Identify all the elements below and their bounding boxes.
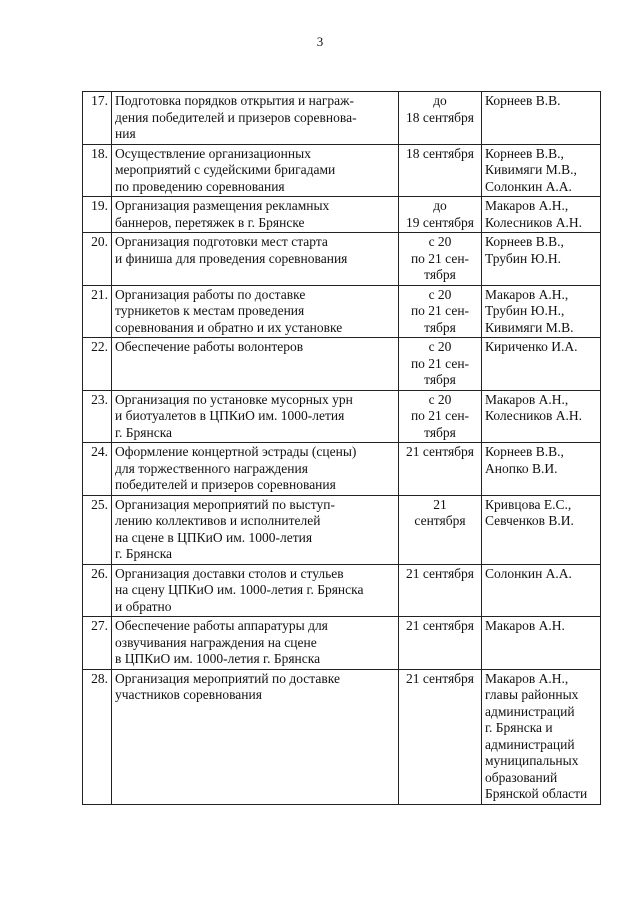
responsible-cell	[482, 233, 601, 286]
responsible-cell-line: главы районных	[485, 687, 579, 702]
date-cell-line: тября	[424, 267, 456, 282]
date-cell	[399, 669, 482, 804]
date-cell-line: тября	[424, 424, 456, 440]
date-cell-line: 18 сентября	[405, 109, 474, 125]
table-row	[83, 390, 601, 443]
task-cell	[112, 338, 399, 391]
responsible-cell-line: Колесников А.Н.	[485, 408, 583, 423]
responsible-cell-line: Трубин Ю.Н.	[485, 250, 561, 266]
task-cell-line: на сцену ЦПКиО им. 1000-летия г. Брянска	[115, 582, 364, 597]
task-cell-line: по проведению соревнования	[115, 178, 285, 194]
responsible-cell-line: Корнеев В.В.,	[485, 234, 564, 249]
table-row	[83, 564, 601, 617]
date-cell-line: по 21 сен-	[410, 303, 470, 318]
task-cell-line: Организация по установке мусорных урн	[115, 391, 353, 407]
responsible-cell-line: Макаров А.Н.,	[485, 286, 569, 302]
date-cell-line: по 21 сен-	[410, 250, 470, 266]
date-cell	[399, 564, 482, 617]
responsible-cell-line: Трубин Ю.Н.,	[485, 303, 565, 318]
date-cell	[399, 144, 482, 197]
table-row	[83, 495, 601, 564]
table-body	[83, 92, 601, 805]
responsible-cell	[482, 144, 601, 197]
responsible-cell	[482, 390, 601, 443]
date-cell-line: 19 сентября	[405, 214, 474, 230]
responsible-cell	[482, 285, 601, 338]
date-cell-line: по 21 сен-	[410, 408, 470, 423]
row-number: 22.	[83, 338, 112, 391]
task-cell-line: Организация размещения рекламных	[115, 198, 330, 213]
responsible-cell	[482, 443, 601, 496]
task-cell-line: Подготовка порядков открытия и награж-	[115, 93, 354, 108]
responsible-cell-line: Солонкин А.А.	[485, 565, 572, 581]
task-cell-line: Осуществление организационных	[115, 145, 311, 161]
responsible-cell	[482, 197, 601, 233]
task-cell-line: и биотуалетов в ЦПКиО им. 1000-летия	[115, 408, 345, 423]
date-cell-line: по 21 сен-	[410, 355, 470, 371]
responsible-cell-line: муниципальных	[485, 753, 579, 768]
responsible-cell-line: Анопко В.И.	[485, 460, 558, 476]
responsible-cell-line: Макаров А.Н.,	[485, 198, 569, 213]
table-row	[83, 92, 601, 145]
task-cell-line: в ЦПКиО им. 1000-летия г. Брянска	[115, 651, 321, 666]
date-cell-line: 21	[433, 496, 447, 512]
date-cell-line: 21 сентября	[405, 670, 474, 686]
date-cell-line: 21 сентября	[405, 444, 474, 459]
date-cell-line: тября	[424, 372, 456, 387]
task-cell-line: Организация работы по доставке	[115, 286, 306, 302]
responsible-cell	[482, 617, 601, 670]
table-row	[83, 338, 601, 391]
row-number: 27.	[83, 617, 112, 670]
responsible-cell-line: Корнеев В.В.,	[485, 444, 564, 459]
task-cell-line: на сцене в ЦПКиО им. 1000-летия	[115, 529, 313, 545]
task-cell-line: Обеспечение работы аппаратуры для	[115, 618, 328, 633]
date-cell	[399, 443, 482, 496]
task-cell	[112, 144, 399, 197]
responsible-cell-line: образований	[485, 769, 558, 785]
task-cell	[112, 495, 399, 564]
responsible-cell-line: Кивимяги М.В.,	[485, 162, 577, 177]
table-row	[83, 617, 601, 670]
task-cell-line: дения победителей и призеров соревнова-	[115, 109, 357, 125]
date-cell-line: с 20	[428, 339, 452, 354]
task-cell-line: и финиша для проведения соревнования	[115, 250, 348, 266]
date-cell	[399, 92, 482, 145]
task-cell-line: для торжественного награждения	[115, 460, 308, 476]
responsible-cell-line: Макаров А.Н.	[485, 618, 565, 633]
task-cell-line: соревнования и обратно и их установке	[115, 319, 343, 335]
responsible-cell	[482, 92, 601, 145]
row-number: 19.	[83, 197, 112, 233]
responsible-cell-line: Солонкин А.А.	[485, 178, 572, 194]
date-cell-line: с 20	[428, 286, 452, 302]
task-cell	[112, 443, 399, 496]
responsible-cell-line: администраций	[485, 703, 575, 719]
date-cell	[399, 233, 482, 286]
table-row	[83, 144, 601, 197]
date-cell-line: 18 сентября	[405, 145, 474, 161]
date-cell-line: 21 сентября	[405, 618, 474, 633]
task-cell-line: участников соревнования	[115, 687, 262, 702]
date-cell	[399, 390, 482, 443]
row-number: 21.	[83, 285, 112, 338]
task-cell-line: Организация доставки столов и стульев	[115, 565, 344, 581]
date-cell	[399, 285, 482, 338]
page-number: 3	[316, 34, 324, 49]
task-cell-line: победителей и призеров соревнования	[115, 477, 336, 492]
responsible-cell	[482, 564, 601, 617]
task-cell-line: озвучивания награждения на сцене	[115, 634, 317, 650]
table-row	[83, 669, 601, 804]
task-cell	[112, 564, 399, 617]
task-cell-line: г. Брянска	[115, 424, 173, 440]
responsible-cell-line: Кириченко И.А.	[485, 339, 578, 354]
task-cell	[112, 669, 399, 804]
events-plan-table	[82, 91, 601, 805]
task-cell	[112, 617, 399, 670]
responsible-cell-line: Кривцова Е.С.,	[485, 496, 572, 512]
responsible-cell-line: Корнеев В.В.	[485, 93, 561, 108]
date-cell	[399, 338, 482, 391]
task-cell-line: мероприятий с судейскими бригадами	[115, 162, 336, 177]
responsible-cell-line: Корнеев В.В.,	[485, 145, 564, 161]
responsible-cell	[482, 338, 601, 391]
task-cell-line: Организация подготовки мест старта	[115, 234, 328, 249]
task-cell	[112, 92, 399, 145]
date-cell-line: до	[433, 93, 447, 108]
table-row	[83, 443, 601, 496]
task-cell-line: Организация мероприятий по выступ-	[115, 496, 335, 512]
task-cell	[112, 285, 399, 338]
date-cell-line: тября	[424, 319, 456, 335]
responsible-cell-line: г. Брянска и	[485, 720, 553, 735]
row-number: 26.	[83, 564, 112, 617]
row-number: 28.	[83, 669, 112, 804]
table-row	[83, 233, 601, 286]
task-cell-line: Организация мероприятий по доставке	[115, 670, 340, 686]
responsible-cell-line: Брянской области	[485, 786, 588, 801]
task-cell-line: Оформление концертной эстрады (сцены)	[115, 444, 357, 459]
date-cell-line: с 20	[428, 234, 452, 249]
date-cell-line: с 20	[428, 391, 452, 407]
responsible-cell-line: Макаров А.Н.,	[485, 670, 569, 686]
task-cell	[112, 233, 399, 286]
task-cell-line: ния	[115, 126, 136, 141]
task-cell-line: г. Брянска	[115, 546, 173, 561]
date-cell	[399, 197, 482, 233]
responsible-cell	[482, 495, 601, 564]
date-cell	[399, 495, 482, 564]
row-number: 25.	[83, 495, 112, 564]
date-cell-line: 21 сентября	[405, 565, 474, 581]
responsible-cell	[482, 669, 601, 804]
responsible-cell-line: Севченков В.И.	[485, 513, 574, 528]
task-cell-line: Обеспечение работы волонтеров	[115, 339, 304, 354]
row-number: 20.	[83, 233, 112, 286]
date-cell-line: до	[433, 198, 447, 213]
table-row	[83, 197, 601, 233]
row-number: 24.	[83, 443, 112, 496]
responsible-cell-line: Макаров А.Н.,	[485, 391, 569, 407]
task-cell-line: баннеров, перетяжек в г. Брянске	[115, 214, 305, 230]
date-cell	[399, 617, 482, 670]
table-row	[83, 285, 601, 338]
row-number: 18.	[83, 144, 112, 197]
responsible-cell-line: Кивимяги М.В.	[485, 319, 574, 335]
task-cell-line: турникетов к местам проведения	[115, 303, 305, 318]
row-number: 23.	[83, 390, 112, 443]
responsible-cell-line: Колесников А.Н.	[485, 214, 583, 230]
date-cell-line: сентября	[414, 513, 466, 528]
task-cell	[112, 197, 399, 233]
responsible-cell-line: администраций	[485, 736, 575, 752]
task-cell-line: лению коллективов и исполнителей	[115, 513, 321, 528]
row-number: 17.	[83, 92, 112, 145]
task-cell	[112, 390, 399, 443]
task-cell-line: и обратно	[115, 598, 172, 614]
